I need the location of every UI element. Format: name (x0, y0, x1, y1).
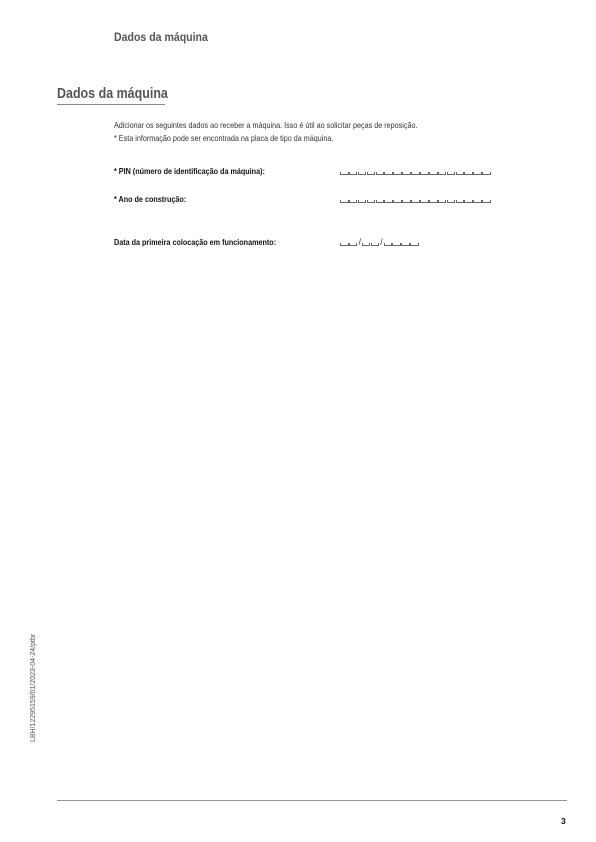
character-box[interactable] (420, 172, 429, 175)
character-box[interactable] (456, 172, 465, 175)
date-separator: / (358, 237, 362, 247)
character-box[interactable] (376, 172, 385, 175)
character-box[interactable] (473, 200, 482, 203)
date-separator: / (380, 237, 383, 247)
date-group[interactable] (384, 243, 420, 246)
character-box[interactable] (349, 243, 358, 246)
year-input-boxes[interactable] (340, 195, 491, 203)
character-box[interactable] (393, 200, 402, 203)
character-box[interactable] (410, 243, 419, 246)
character-box[interactable] (376, 200, 385, 203)
character-box[interactable] (340, 172, 349, 175)
character-box[interactable] (456, 200, 465, 203)
character-box[interactable] (447, 200, 456, 203)
character-box[interactable] (340, 200, 349, 203)
intro-line: Adicionar os seguintes dados ao receber a máquina. Isso é útil ao solicitar peças de reposição. (114, 120, 418, 130)
character-box[interactable] (411, 172, 420, 175)
character-box[interactable] (371, 243, 380, 246)
character-box[interactable] (429, 172, 438, 175)
character-box[interactable] (392, 243, 401, 246)
character-box[interactable] (358, 172, 367, 175)
character-box[interactable] (420, 200, 429, 203)
character-box[interactable] (402, 200, 411, 203)
character-box[interactable] (362, 243, 371, 246)
character-box[interactable] (464, 172, 473, 175)
character-box[interactable] (393, 172, 402, 175)
character-box[interactable] (429, 200, 438, 203)
section-title-underline (57, 104, 165, 105)
page-number: 3 (561, 816, 566, 826)
character-box[interactable] (358, 200, 367, 203)
character-box[interactable] (349, 200, 358, 203)
intro-footnote: * Esta informação pode ser encontrada na placa de tipo da máquina. (114, 133, 334, 143)
date-group[interactable] (362, 243, 380, 246)
running-header: Dados da máquina (114, 30, 208, 44)
pin-label: * PIN (número de identificação da máquina): (114, 166, 265, 176)
date-group[interactable] (340, 243, 358, 246)
character-box[interactable] (438, 172, 447, 175)
first-use-date-boxes[interactable] (340, 238, 419, 246)
document-code: LBH/12295159/01/2023-04-24/ptbr (30, 633, 37, 742)
character-box[interactable] (411, 200, 420, 203)
first-use-label: Data da primeira colocação em funcionamento: (114, 237, 277, 247)
footer-rule (57, 800, 567, 801)
character-box[interactable] (464, 200, 473, 203)
section-title: Dados da máquina (57, 86, 168, 102)
character-box[interactable] (384, 200, 393, 203)
year-label: * Ano de construção: (114, 194, 187, 204)
character-box[interactable] (349, 172, 358, 175)
character-box[interactable] (473, 172, 482, 175)
character-box[interactable] (340, 243, 349, 246)
character-box[interactable] (401, 243, 410, 246)
character-box[interactable] (384, 172, 393, 175)
character-box[interactable] (482, 172, 491, 175)
intro-text (114, 119, 510, 145)
character-box[interactable] (402, 172, 411, 175)
character-box[interactable] (447, 172, 456, 175)
character-box[interactable] (367, 172, 376, 175)
character-box[interactable] (367, 200, 376, 203)
character-box[interactable] (482, 200, 491, 203)
character-box[interactable] (438, 200, 447, 203)
pin-input-boxes[interactable] (340, 167, 491, 175)
character-box[interactable] (384, 243, 393, 246)
